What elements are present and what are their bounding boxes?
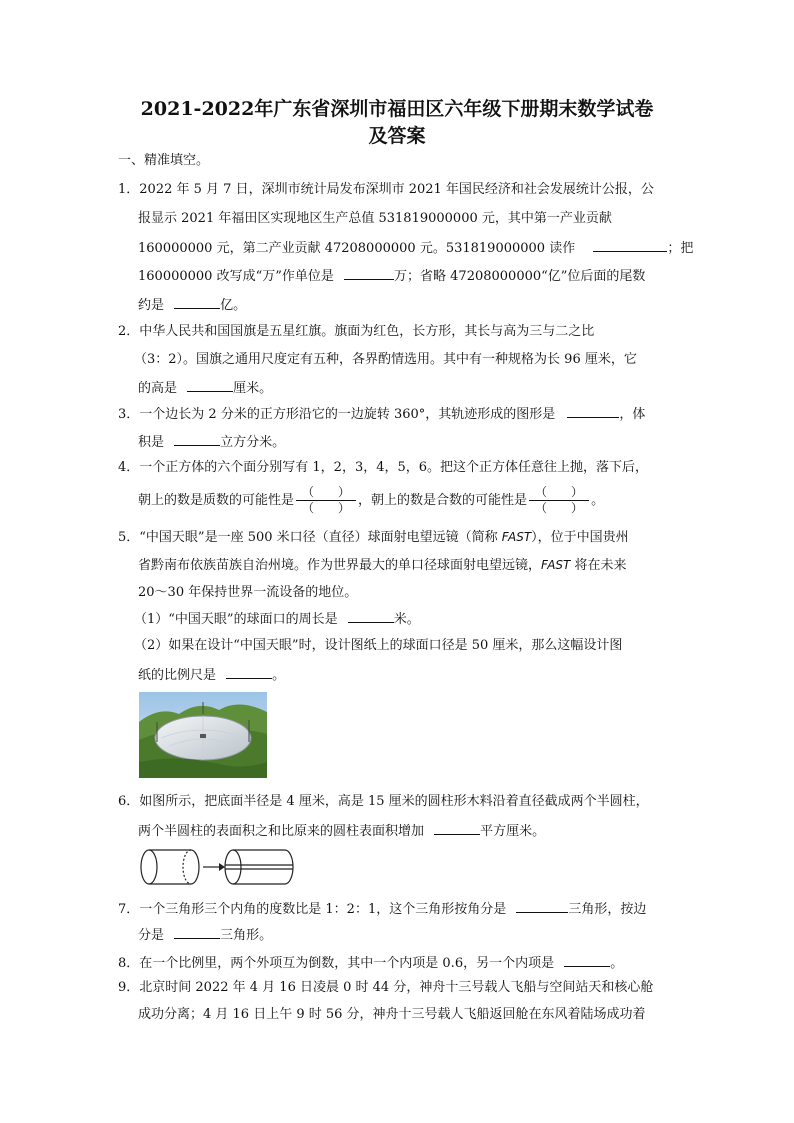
answer-blank[interactable] bbox=[516, 899, 568, 913]
question-4-line-1: 4．一个正方体的六个面分别写有 1，2，3，4，5，6。把这个正方体任意往上抛，落下后， bbox=[118, 460, 649, 475]
question-number: 9． bbox=[118, 980, 140, 995]
question-1-line-5: 约是 亿。 bbox=[138, 295, 246, 315]
question-number: 6． bbox=[118, 794, 140, 809]
question-9-line-2: 成功分离；4 月 16 日上午 9 时 56 分，神舟十三号载人飞船返回舱在东风着陆场成功着 bbox=[138, 1007, 646, 1022]
answer-blank[interactable] bbox=[567, 404, 619, 418]
question-1-line-3: 160000000 元，第二产业贡献 47208000000 元。531819000000 读作 ；把 bbox=[138, 238, 693, 258]
question-8-line-1: 8．在一个比例里，两个外项互为倒数，其中一个内项是 0.6，另一个内项是 。 bbox=[118, 953, 623, 973]
question-number: 4． bbox=[118, 460, 140, 475]
fast-telescope-photo bbox=[139, 692, 267, 778]
answer-blank[interactable] bbox=[564, 953, 610, 967]
title-line-2: 及答案 bbox=[368, 125, 426, 147]
question-5-sub-1: （1）“中国天眼”的球面口的周长是 米。 bbox=[134, 609, 420, 629]
answer-blank[interactable] bbox=[434, 821, 480, 835]
question-number: 7． bbox=[118, 902, 140, 917]
question-5-sub-2: （2）如果在设计“中国天眼”时，设计图纸上的球面口径是 50 厘米，那么这幅设计图 bbox=[134, 638, 623, 653]
telescope-illustration bbox=[139, 692, 267, 778]
question-2-line-1: 2．中华人民共和国国旗是五星红旗。旗面为红色，长方形，其长与高为三与二之比 bbox=[118, 324, 595, 339]
question-7-line-1: 7．一个三角形三个内角的度数比是 1：2：1，这个三角形按角分是 三角形，按边 bbox=[118, 899, 646, 919]
question-4-line-2: 朝上的数是质数的可能性是 $\frac{( )}{( )}$ ，朝上的数是合数的可能性是 $\frac{( )}{( )}$ 。 bbox=[138, 485, 605, 515]
section-heading: 一、精准填空。 bbox=[118, 153, 210, 168]
question-6-line-2: 两个半圆柱的表面积之和比原来的圆柱表面积增加 平方厘米。 bbox=[138, 821, 545, 841]
question-2-line-2: （3：2）。国旗之通用尺度定有五种，各界酌情选用。其中有一种规格为长 96 厘米，它 bbox=[134, 352, 637, 367]
question-9-line-1: 9．北京时间 2022 年 4 月 16 日凌晨 0 时 44 分，神舟十三号载人飞船与空间站天和核心舱 bbox=[118, 980, 654, 995]
answer-blank[interactable] bbox=[348, 609, 394, 623]
question-number: 1． bbox=[118, 182, 140, 197]
fraction-blank[interactable]: $\frac{( )}{( )}$ bbox=[296, 485, 356, 516]
answer-blank[interactable] bbox=[344, 266, 394, 280]
question-7-line-2: 分是 三角形。 bbox=[138, 925, 272, 945]
question-2-line-3: 的高是 厘米。 bbox=[138, 378, 272, 398]
fraction-blank[interactable]: $\frac{( )}{( )}$ bbox=[529, 485, 589, 516]
question-number: 3． bbox=[118, 407, 140, 422]
question-5-line-3: 20～30 年保持世界一流设备的地位。 bbox=[138, 585, 358, 600]
question-1-line-2: 报显示 2021 年福田区实现地区生产总值 531819000000 元，其中第一产业贡献 bbox=[138, 211, 612, 226]
cylinder-diagram-icon bbox=[139, 844, 295, 890]
question-3-line-1: 3．一个边长为 2 分米的正方形沿它的一边旋转 360°，其轨迹形成的图形是 ，体 bbox=[118, 404, 645, 424]
cylinder-cut-diagram bbox=[139, 844, 295, 890]
answer-blank[interactable] bbox=[593, 238, 667, 252]
exam-title bbox=[110, 96, 684, 150]
question-1-line-1: 1．2022 年 5 月 7 日，深圳市统计局发布深圳市 2021 年国民经济和社会发展统计公报，公 bbox=[118, 182, 654, 197]
question-6-line-1: 6．如图所示，把底面半径是 4 厘米，高是 15 厘米的圆柱形木料沿着直径截成两个半圆柱， bbox=[118, 794, 649, 809]
answer-blank[interactable] bbox=[174, 925, 220, 939]
question-1-line-4: 160000000 改写成“万”作单位是 万；省略 47208000000“亿”位后面的尾数 bbox=[138, 266, 645, 286]
answer-blank[interactable] bbox=[174, 295, 220, 309]
answer-blank[interactable] bbox=[226, 665, 272, 679]
title-line-1: 2021-2022年广东省深圳市福田区六年级下册期末数学试卷 bbox=[140, 98, 654, 120]
question-5-line-1: 5．“中国天眼”是一座 500 米口径（直径）球面射电望远镜（简称 FAST），位于中国贵州 bbox=[118, 530, 629, 545]
question-5-line-2: 省黔南布依族苗族自治州境。作为世界最大的单口径球面射电望远镜，FAST 将在未来 bbox=[138, 558, 627, 573]
answer-blank[interactable] bbox=[174, 432, 220, 446]
question-5-sub-3: 纸的比例尺是 。 bbox=[138, 665, 285, 685]
question-number: 5． bbox=[118, 530, 140, 545]
question-number: 2． bbox=[118, 324, 140, 339]
answer-blank[interactable] bbox=[187, 378, 233, 392]
question-number: 8． bbox=[118, 956, 140, 971]
question-3-line-2: 积是 立方分米。 bbox=[138, 432, 285, 452]
